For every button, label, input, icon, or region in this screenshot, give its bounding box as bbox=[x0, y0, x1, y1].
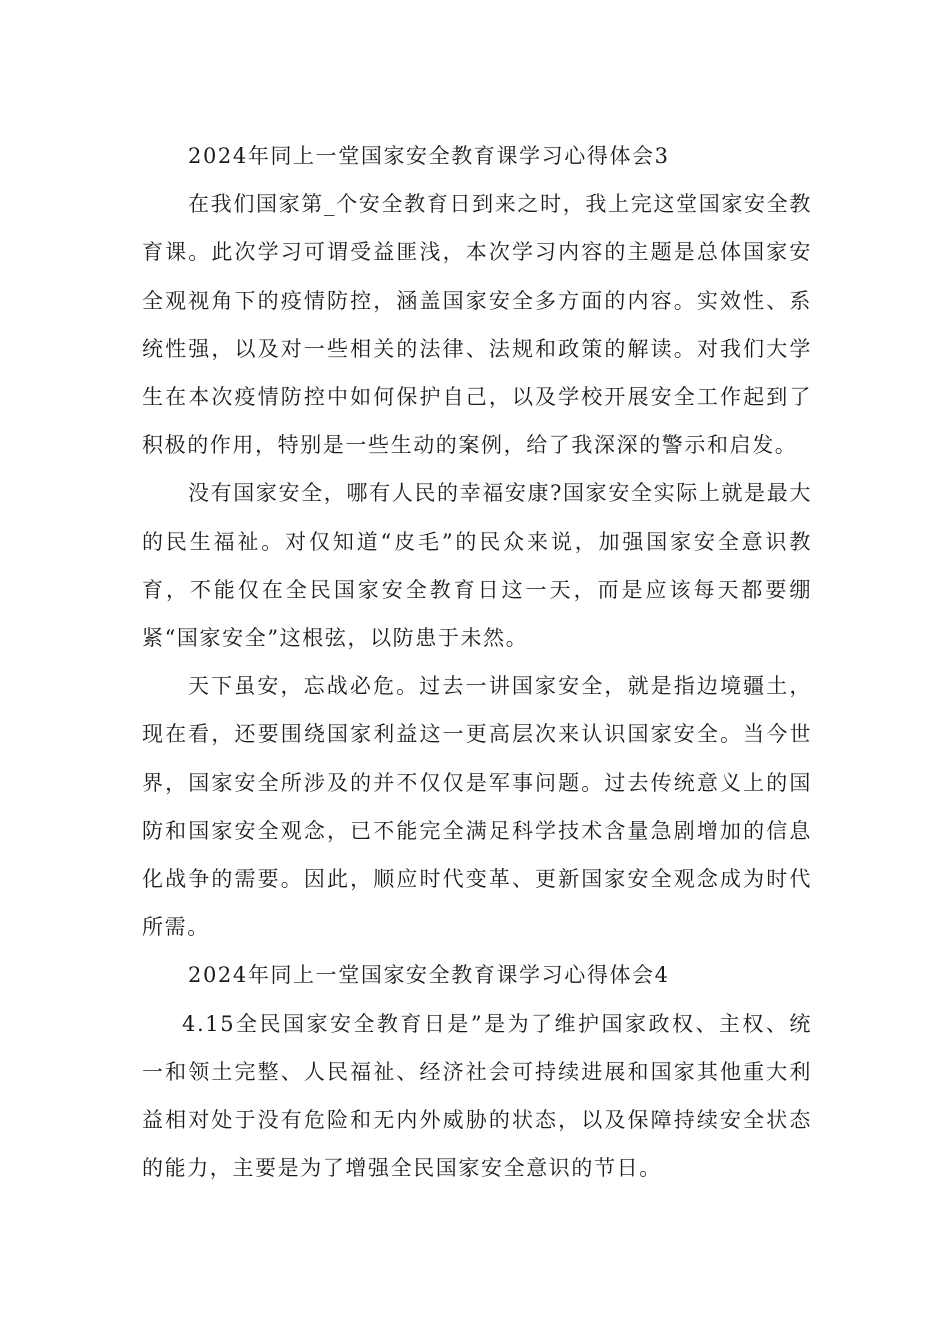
paragraph: 在我们国家第_个安全教育日到来之时，我上完这堂国家安全教育课。此次学习可谓受益匪浅，本次学习内容的主题是总体国家安全观视角下的疫情防控，涵盖国家安全多方面的内容。实效性、系统性强，以及对一些相关的法律、法规和政策的解读。对我们大学生在本次疫情防控中如何保护自己，以及学校开展安全工作起到了积极的作用，特别是一些生动的案例，给了我深深的警示和启发。 bbox=[142, 192, 812, 458]
paragraph: 4.15全民国家安全教育日是”是为了维护国家政权、主权、统一和领土完整、人民福祉、经济社会可持续进展和国家其他重大利益相对处于没有危险和无内外威胁的状态，以及保障持续安全状态的能力，主要是为了增强全民国家安全意识的节日。 bbox=[142, 1011, 812, 1181]
section-heading-4: 2024年同上一堂国家安全教育课学习心得体会4 bbox=[188, 963, 670, 988]
paragraph: 天下虽安，忘战必危。过去一讲国家安全，就是指边境疆土，现在看，还要围绕国家利益这一更高层次来认识国家安全。当今世界，国家安全所涉及的并不仅仅是军事问题。过去传统意义上的国防和国家安全观念，已不能完全满足科学技术含量急剧增加的信息化战争的需要。因此，顺应时代变革、更新国家安全观念成为时代所需。 bbox=[142, 674, 812, 940]
section-heading-3: 2024年同上一堂国家安全教育课学习心得体会3 bbox=[188, 144, 670, 168]
document-body bbox=[142, 132, 812, 1192]
paragraph: 没有国家安全，哪有人民的幸福安康?国家安全实际上就是最大的民生福祉。对仅知道“皮毛”的民众来说，加强国家安全意识教育，不能仅在全民国家安全教育日这一天，而是应该每天都要绷紧“国家安全”这根弦，以防患于未然。 bbox=[142, 481, 812, 651]
